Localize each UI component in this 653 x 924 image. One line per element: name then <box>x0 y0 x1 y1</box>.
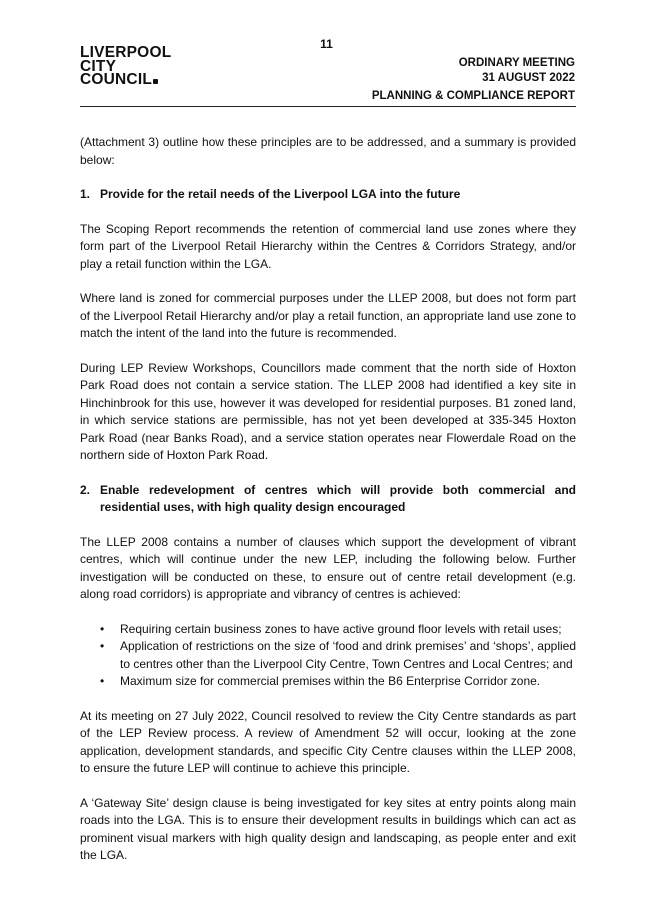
logo-line-3-text: COUNCIL <box>80 71 153 88</box>
bullet-icon: • <box>100 674 105 688</box>
section-2-paragraph-2: At its meeting on 27 July 2022, Council resolved to review the City Centre standards as part of the LEP Review process. A review of Amendment 52 will occur, looking at the zone application, development standards, and specific City Centre clauses within the LLEP 2008, to ensure the future LEP will continue to achieve this principle. <box>80 708 576 775</box>
section-2-title: Enable redevelopment of centres which will provide both commercial and residential uses, with high quality design encouraged <box>100 482 576 514</box>
section-2-heading <box>80 482 576 517</box>
section-1-paragraph-1: The Scoping Report recommends the retention of commercial land use zones where they form part of the Liverpool Retail Hierarchy within the Centres & Corridors Strategy, and/or play a retail function within the LGA. <box>80 221 576 271</box>
list-item-text: Application of restrictions on the size of ‘food and drink premises’ and ‘shops’, applied to centres other than the Liverpool City Centre, Town Centres and Local Centres; and <box>120 639 576 671</box>
document-body <box>80 134 576 882</box>
section-2-paragraph-1: The LLEP 2008 contains a number of clauses which support the development of vibrant centres, which will continue under the new LEP, including the following below. Further investigation will be conducted on these, to ensure out of centre retail development (e.g. along road corridors) is appropriate and vibrancy of centres is achieved: <box>80 534 576 601</box>
logo-line-2: CITY <box>80 57 117 75</box>
section-1-heading <box>80 186 576 204</box>
section-2-number: 2. <box>80 482 91 497</box>
logo-square-icon <box>153 79 158 84</box>
page-number: 11 <box>320 37 333 51</box>
report-title: PLANNING & COMPLIANCE REPORT <box>371 90 575 102</box>
bullet-icon: • <box>100 639 105 653</box>
bullet-icon: • <box>100 621 105 636</box>
list-item-text: Maximum size for commercial premises within the B6 Enterprise Corridor zone. <box>120 674 541 688</box>
logo-line-1: LIVERPOOL <box>80 44 172 61</box>
section-1-paragraph-2: Where land is zoned for commercial purposes under the LLEP 2008, but does not form part of the Liverpool Retail Hierarchy and/or play a retail function, an appropriate land use zone to match the intent of the land into the future is recommended. <box>80 291 576 340</box>
list-item <box>80 621 576 639</box>
section-1-number: 1. <box>80 187 91 201</box>
section-1-title: Provide for the retail needs of the Liverpool LGA into the future <box>100 187 461 201</box>
logo-line-3 <box>80 73 171 87</box>
header-divider <box>80 106 576 107</box>
meeting-date: 31 AUGUST 2022 <box>482 72 575 84</box>
intro-paragraph: (Attachment 3) outline how these principles are to be addressed, and a summary is provided below: <box>80 135 576 167</box>
meeting-header <box>372 56 575 104</box>
list-item-text: Requiring certain business zones to have active ground floor levels with retail uses; <box>120 621 562 636</box>
section-2-bullet-list <box>80 621 576 691</box>
council-logo <box>80 46 171 87</box>
list-item <box>80 673 576 691</box>
section-1-paragraph-3: During LEP Review Workshops, Councillors made comment that the north side of Hoxton Park Road does not contain a service station. The LLEP 2008 had identified a key site in Hinchinbrook for this use, however it was developed for residential purposes. B1 zoned land, in which service stations are permissible, has not yet been developed at 335-345 Hoxton Park Road (near Banks Road), and a service station operates near Flowerdale Road on the northern side of Hoxton Park Road. <box>80 360 576 462</box>
meeting-title: ORDINARY MEETING <box>458 57 575 69</box>
section-2-paragraph-3: A ‘Gateway Site’ design clause is being investigated for key sites at entry points along main roads into the LGA. This is to ensure their development results in buildings which can act as prominent visual markers with high quality design and landscaping, as people enter and exit the LGA. <box>80 795 576 862</box>
list-item <box>80 638 576 673</box>
